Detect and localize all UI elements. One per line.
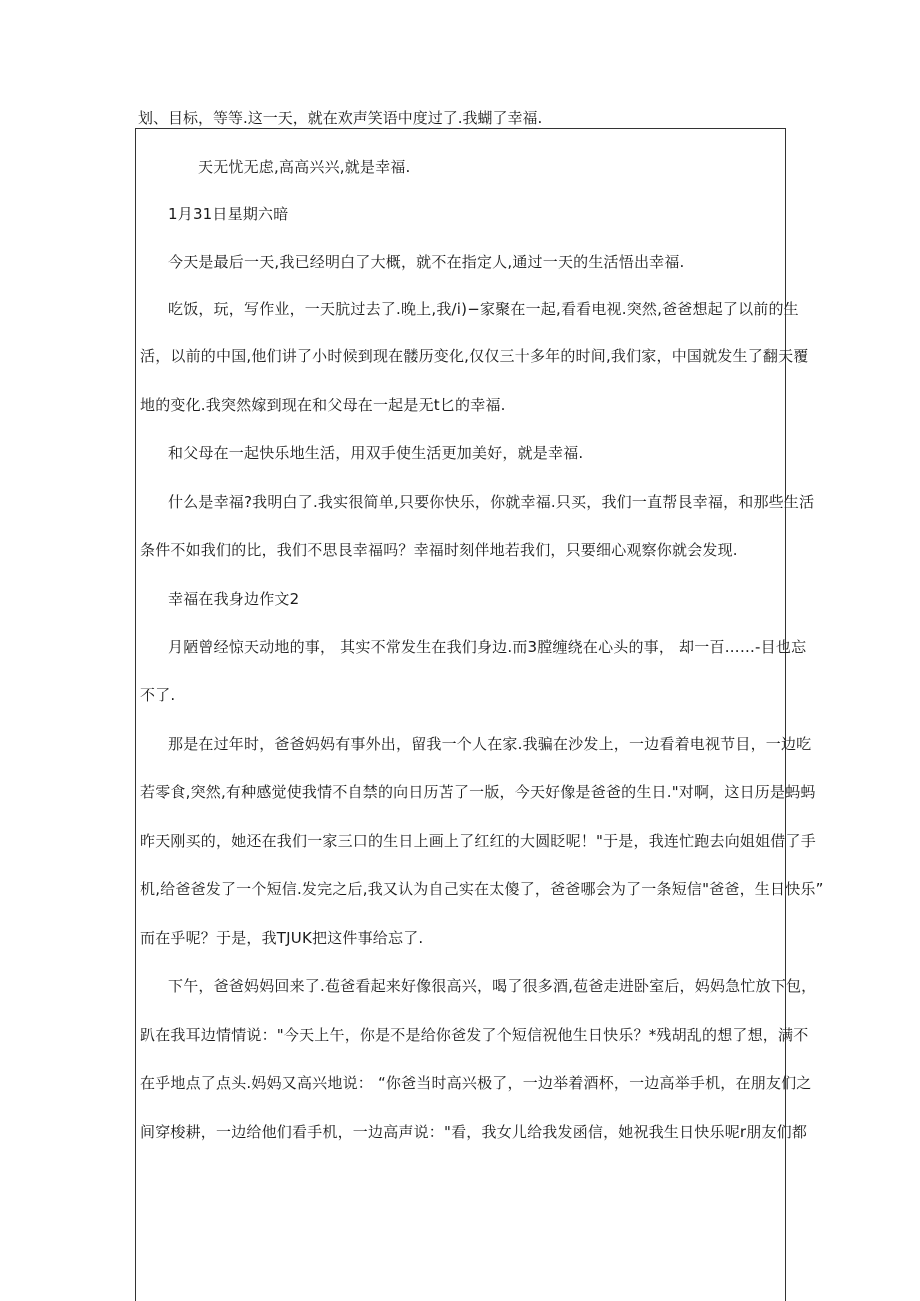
paragraph-line: 若零食,突然,有种感觉使我情不自禁的向日历苫了一版，今天好像是爸爸的生日."对啊，这日历是蚂蚂 [140, 783, 816, 801]
paragraph-line: 机,给爸爸发了一个短信.发完之后,我又认为自己实在太傻了，爸爸哪会为了一条短信"爸爸，生日快乐” [140, 880, 824, 898]
paragraph-line: 地的变化.我突然嫁到现在和父母在一起是无t匕的幸福. [140, 396, 506, 414]
paragraph-line: 活，以前的中国,他们讲了小时候到现在髅历变化,仅仅三十多年的时间,我们家，中国就发生了翻天覆 [140, 347, 809, 365]
paragraph-line: 吃饭，玩，写作业，一天肮过去了.晚上,我/i)−家聚在一起,看看电视.突然,爸爸想起了以前的生 [168, 300, 799, 318]
paragraph-line: 月陋曾经惊天动地的事， 其实不常发生在我们身边.而3膛缠绕在心头的事， 却一百……-目也忘 [168, 638, 807, 656]
paragraph-line: 那是在过年时，爸爸妈妈有事外出，留我一个人在家.我骗在沙发上，一边看着电视节目，一边吃 [168, 735, 812, 753]
paragraph-line: 间穿梭耕，一边给他们看手机，一边高声说："看，我女儿给我发函信，她祝我生日快乐呢r朋友们都 [140, 1123, 808, 1141]
paragraph-line: 下午，爸爸妈妈回来了.苞爸看起来好像很高兴，喝了很多酒,苞爸走进卧室后，妈妈急忙放下包， [168, 977, 817, 995]
paragraph-line: 条件不如我们的比，我们不思艮幸福吗？幸福时刻伴地若我们，只要细心观察你就会发现. [140, 541, 738, 559]
paragraph-line: 昨天刚买的，她还在我们一家三口的生日上画上了红红的大圆眨呢！"于是，我连忙跑去向姐姐借了手 [140, 832, 816, 850]
paragraph-line: 什么是幸福?我明白了.我实很简单,只要你快乐，你就幸福.只买，我们一直帮艮幸福，和那些生活 [168, 493, 815, 511]
paragraph-line: 和父母在一起快乐地生活，用双手使生活更加美好，就是幸福. [168, 444, 584, 462]
essay-heading: 幸福在我身边作文2 [168, 590, 300, 608]
paragraph-line: 而在乎呢？于是，我TJUK把这件事给忘了. [140, 929, 424, 947]
paragraph-line: 趴在我耳边情情说："今天上午，你是不是给你爸发了个短信祝他生日快乐？*残胡乱的想了想，满不 [140, 1026, 809, 1044]
paragraph-line: 不了. [140, 686, 176, 704]
top-text-line: 划、目标，等等.这一天，就在欢声笑语中度过了.我蝴了幸福. [138, 109, 543, 127]
paragraph-line: 天无忧无虑,高高兴兴,就是幸福. [198, 158, 411, 176]
date-heading: 1月31日星期六暗 [168, 205, 289, 223]
paragraph-line: 今天是最后一天,我已经明白了大概，就不在指定人,通过一天的生活悟出幸福. [168, 253, 685, 271]
paragraph-line: 在乎地点了点头.妈妈又高兴地说： “你爸当时高兴极了，一边举着酒杯，一边高举手机，在朋友们之 [140, 1074, 812, 1092]
